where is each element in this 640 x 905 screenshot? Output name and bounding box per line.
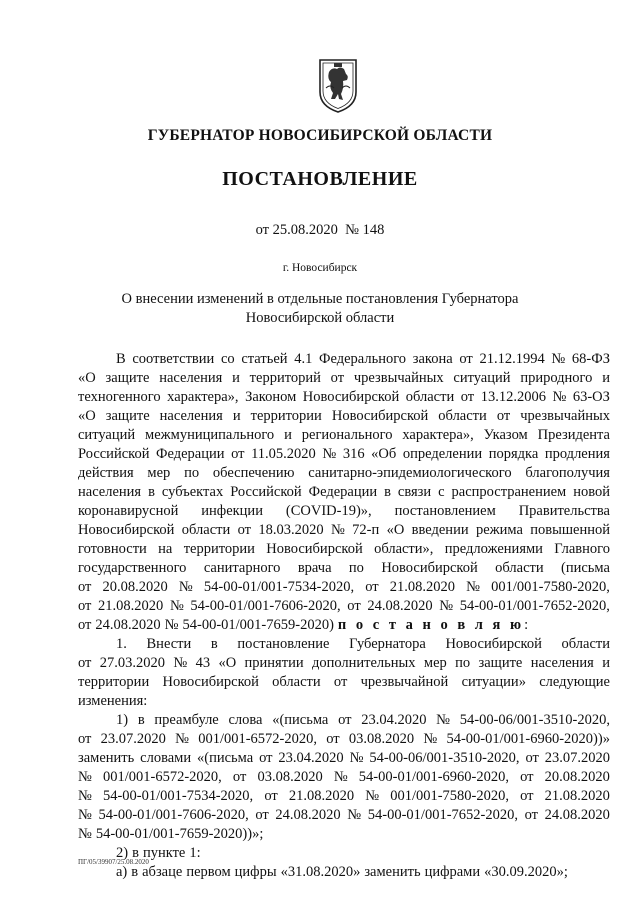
body-word: № <box>436 712 451 728</box>
body-word: Президента <box>537 427 610 443</box>
body-word: 54-00-01/001-6960-2020, <box>358 769 509 785</box>
body-word: ситуации» <box>461 674 526 690</box>
body-word: от <box>365 579 379 595</box>
body-word: территории <box>78 674 150 690</box>
body-word: № <box>423 731 438 747</box>
body-word: связи <box>397 484 432 500</box>
body-word: 20.08.2020 <box>544 769 610 785</box>
body-word: 54-00-01/001-6960-2020))» <box>446 731 610 747</box>
body-word: по <box>348 560 364 576</box>
body-line <box>78 711 610 730</box>
body-word: Новосибирской <box>162 674 259 690</box>
body-word: пункте <box>142 845 186 861</box>
body-word: в <box>137 712 145 728</box>
body-word: природного <box>520 370 593 386</box>
body-word: 54-00-01/001-7652-2020, <box>367 807 518 823</box>
body-word: Законом <box>245 389 297 405</box>
body-word: 23.04.2020 <box>361 712 427 728</box>
body-word: Новосибирской <box>331 408 429 424</box>
body-word: в <box>210 636 218 652</box>
body-word: на <box>158 541 173 557</box>
body-line <box>78 426 610 445</box>
body-word: населения <box>530 655 594 671</box>
body-word: постановлением <box>394 503 496 519</box>
document-city: г. Новосибирск <box>282 262 358 274</box>
body-word: изменения: <box>78 693 148 709</box>
body-word: в <box>148 484 155 500</box>
body-word: от <box>333 674 348 690</box>
body-line <box>78 730 610 749</box>
body-word: порядка <box>488 446 539 462</box>
body-word: 24.08.2020 <box>275 807 341 823</box>
body-word: и <box>602 655 610 671</box>
body-line <box>78 616 610 635</box>
body-word: 20.08.2020 <box>102 579 168 595</box>
body-word: введении <box>411 522 469 538</box>
document-subject-line: Новосибирской области <box>245 310 395 326</box>
document-type-title: ПОСТАНОВЛЕНИЕ <box>222 168 418 190</box>
body-line <box>78 768 610 787</box>
body-word: (COVID-19)», <box>285 503 372 519</box>
body-word: № <box>178 579 193 595</box>
body-word: 21.08.2020 <box>288 788 355 804</box>
body-word: действия <box>78 465 134 481</box>
body-word: от <box>326 731 340 747</box>
body-word: ситуаций <box>453 370 511 386</box>
body-word: абзаце <box>142 864 183 880</box>
body-word: 21.08.2020 <box>98 598 164 614</box>
body-word: территории <box>183 541 255 557</box>
body-word: № <box>173 655 188 671</box>
body-word: № <box>322 446 337 462</box>
body-line <box>78 464 610 483</box>
body-word: от <box>330 370 345 386</box>
body-word: 316 <box>342 446 365 462</box>
body-word: 24.08.2020 <box>367 598 433 614</box>
body-word: области <box>405 389 455 405</box>
body-word: 21.08.2020 <box>544 788 610 804</box>
body-word: заменить <box>364 864 421 880</box>
body-word: соответствии <box>132 351 215 367</box>
body-word: и <box>232 370 240 386</box>
body-word: 72-п <box>352 522 380 538</box>
body-word: 24.08.2020 <box>544 807 610 823</box>
body-word: от <box>338 712 352 728</box>
body-word: от <box>237 522 251 538</box>
body-word: «О <box>78 408 96 424</box>
body-word: области <box>272 674 321 690</box>
body-word: № <box>175 731 189 747</box>
body-line <box>78 844 610 863</box>
body-word: санитарно-эпидемиологического <box>308 465 512 481</box>
document-footer-code: ПГ/05/39907/25.08.2020 <box>78 858 149 866</box>
body-word: Указом <box>483 427 528 443</box>
body-word: Федерации <box>308 484 378 500</box>
body-line <box>78 483 610 502</box>
body-line <box>78 597 610 616</box>
body-word: 54-00-06/001-3510-2020, <box>459 712 610 728</box>
body-word: от <box>78 598 92 614</box>
body-word: № <box>78 769 92 785</box>
body-word: преамбуле <box>154 712 219 728</box>
body-word: характера», <box>402 427 474 443</box>
body-word: ситуаций <box>78 427 136 443</box>
body-word: № <box>552 389 567 405</box>
body-line <box>78 787 610 806</box>
body-word: 001/001-6572-2020, <box>198 731 318 747</box>
body-word: и <box>232 408 241 424</box>
body-word: дополнительных <box>311 655 416 671</box>
governor-heading: ГУБЕРНАТОР НОВОСИБИРСКОЙ ОБЛАСТИ <box>147 127 493 144</box>
body-word: 03.08.2020 <box>257 769 323 785</box>
body-word: готовности <box>78 541 147 557</box>
body-word: № <box>78 807 92 823</box>
body-word: мер <box>423 655 447 671</box>
body-word: Губернатора <box>349 636 426 652</box>
body-word: : <box>524 617 529 633</box>
body-word: от <box>347 598 361 614</box>
body-word: населения <box>78 484 142 500</box>
body-word: закона <box>412 351 453 367</box>
body-word: Главного <box>554 541 610 557</box>
body-line <box>78 863 610 882</box>
body-line <box>78 407 610 426</box>
body-word: предложениями <box>444 541 543 557</box>
body-word: от <box>264 788 278 804</box>
body-line <box>78 502 610 521</box>
body-word: 54-00-01/001-7659-2020) <box>182 617 334 633</box>
body-word: В <box>116 351 126 367</box>
body-word: Новосибирской <box>78 522 175 538</box>
body-word: от <box>459 351 473 367</box>
body-word: 2) <box>116 845 129 861</box>
body-word: чрезвычайной <box>360 674 449 690</box>
body-word: по <box>184 465 200 481</box>
body-word: регионального <box>301 427 393 443</box>
body-word: (письма <box>561 560 610 576</box>
body-line <box>78 388 610 407</box>
body-word: от <box>78 579 92 595</box>
body-word: 23.07.2020 <box>544 750 610 766</box>
body-line <box>78 692 610 711</box>
body-word: 001/001-7580-2020, <box>390 788 509 804</box>
body-word: новой <box>573 484 610 500</box>
body-word: от <box>259 750 273 766</box>
body-line <box>78 578 610 597</box>
body-word: 18.03.2020 <box>258 522 324 538</box>
body-word: от <box>520 769 534 785</box>
body-word: от <box>255 807 269 823</box>
body-word: 54-00-01/001-7606-2020, <box>98 807 249 823</box>
body-word: 24.08.2020 <box>95 617 161 633</box>
body-word: «Об <box>371 446 397 462</box>
body-word: в <box>384 484 391 500</box>
body-word: 13.12.2006 <box>480 389 546 405</box>
resolve-keyword: п о с т а н о в л я ю <box>337 617 525 633</box>
body-line <box>78 635 610 654</box>
body-word: № <box>333 769 348 785</box>
body-word: Новосибирской <box>302 389 400 405</box>
body-word: коронавирусной <box>78 503 179 519</box>
body-word: от <box>460 389 475 405</box>
body-line <box>78 825 610 844</box>
body-word: защите <box>105 408 150 424</box>
body-word: «О <box>218 655 237 671</box>
body-word: 23.07.2020 <box>100 731 166 747</box>
document-subject <box>0 290 640 328</box>
body-word: благополучия <box>525 465 610 481</box>
body-word: № <box>164 617 179 633</box>
body-word: от <box>78 731 92 747</box>
body-word: заменить <box>78 750 135 766</box>
body-word: 54-00-01/001-7652-2020, <box>459 598 610 614</box>
body-word: защите <box>105 370 150 386</box>
body-word: населения <box>159 408 223 424</box>
body-word: субъектах <box>161 484 224 500</box>
coat-of-arms-icon <box>316 58 360 114</box>
body-word: от <box>524 807 539 823</box>
body-line <box>78 673 610 692</box>
body-line <box>78 540 610 559</box>
body-word: 1) <box>116 712 129 728</box>
body-word: чрезвычайных <box>353 370 444 386</box>
body-word: области <box>438 408 487 424</box>
body-word: населения <box>159 370 223 386</box>
body-word: области <box>561 636 610 652</box>
body-line <box>78 369 610 388</box>
body-line <box>78 521 610 540</box>
body-word: Федерации <box>156 446 225 462</box>
body-line <box>78 749 610 768</box>
body-word: а) <box>116 864 128 880</box>
body-line <box>78 559 610 578</box>
body-word: инфекции <box>201 503 263 519</box>
body-word: от <box>496 408 511 424</box>
body-word: области <box>181 522 231 538</box>
body-word: области <box>495 560 544 576</box>
body-word: Федерального <box>319 351 407 367</box>
body-word: 54-00-01/001-7534-2020, <box>102 788 254 804</box>
body-word: «О <box>78 370 96 386</box>
body-word: постановление <box>237 636 330 652</box>
body-word: слова <box>228 712 263 728</box>
body-word: 001/001-6572-2020, <box>102 769 222 785</box>
body-word: «31.08.2020» <box>280 864 361 880</box>
body-word: 21.08.2020 <box>389 579 455 595</box>
body-word: № <box>551 351 566 367</box>
body-line <box>78 654 610 673</box>
body-word: «30.09.2020»; <box>484 864 568 880</box>
body-word: обеспечению <box>212 465 295 481</box>
body-word: № <box>78 826 92 842</box>
body-word: № <box>365 788 380 804</box>
body-word: статьей <box>241 351 288 367</box>
body-word: от <box>232 769 247 785</box>
body-word: № <box>78 788 92 804</box>
body-word: «(письма <box>272 712 329 728</box>
body-word: врача <box>297 560 332 576</box>
body-word: 4.1 <box>294 351 313 367</box>
body-word: цифрами <box>424 864 481 880</box>
body-word: принятии <box>244 655 304 671</box>
body-word: 03.08.2020 <box>348 731 415 747</box>
body-word: территории <box>250 408 322 424</box>
body-word: следующие <box>539 674 610 690</box>
body-word: межмуниципального <box>145 427 275 443</box>
body-word: 1. <box>116 636 127 652</box>
body-word: словами <box>140 750 192 766</box>
body-word: цифры <box>234 864 277 880</box>
body-word: Новосибирской <box>445 636 542 652</box>
body-word: 001/001-7580-2020, <box>491 579 610 595</box>
body-word: «О <box>386 522 405 538</box>
body-word: Российской <box>78 446 150 462</box>
body-word: и <box>602 370 610 386</box>
body-word: № <box>330 522 345 538</box>
body-word: 68-ФЗ <box>571 351 610 367</box>
body-word: повышенной <box>530 522 610 538</box>
body-word: санитарного <box>203 560 281 576</box>
body-word: Внести <box>146 636 192 652</box>
body-word: техногенного <box>78 389 161 405</box>
body-word: продления <box>544 446 610 462</box>
body-word: № <box>347 807 362 823</box>
body-word: Правительства <box>518 503 610 519</box>
body-word: № <box>169 598 184 614</box>
body-word: чрезвычайных <box>520 408 610 424</box>
body-word: № <box>349 750 364 766</box>
body-word: от <box>78 617 92 633</box>
body-word: определении <box>402 446 483 462</box>
body-word: мер <box>147 465 171 481</box>
body-word: 63-ОЗ <box>572 389 610 405</box>
body-word: в <box>131 864 139 880</box>
body-word: территорий <box>249 370 321 386</box>
document-subject-line: О внесении изменений в отдельные постановления Губернатора <box>121 291 519 307</box>
body-word: от <box>231 446 245 462</box>
body-word: 54-00-01/001-7606-2020, <box>190 598 341 614</box>
body-word: 54-00-01/001-7534-2020, <box>203 579 355 595</box>
body-word: с <box>438 484 445 500</box>
body-word: от <box>525 750 539 766</box>
body-word: от <box>78 655 92 671</box>
body-word: распространением <box>451 484 567 500</box>
body-word: 27.03.2020 <box>99 655 166 671</box>
body-word: от <box>520 788 534 804</box>
document-number-date: от 25.08.2020 № 148 <box>255 222 385 238</box>
body-line <box>78 806 610 825</box>
body-word: Российской <box>230 484 302 500</box>
body-word: со <box>220 351 235 367</box>
body-word: 21.12.1994 <box>479 351 545 367</box>
body-word: характера», <box>167 389 239 405</box>
body-word: первом <box>186 864 231 880</box>
body-line <box>78 350 610 369</box>
body-word: по <box>455 655 471 671</box>
body-word: 54-00-01/001-7659-2020))»; <box>95 826 264 842</box>
body-word: Новосибирской <box>266 541 363 557</box>
body-word: режима <box>475 522 523 538</box>
body-word: 23.04.2020 <box>278 750 344 766</box>
body-line <box>78 445 610 464</box>
body-word: государственного <box>78 560 187 576</box>
body-word: № <box>466 579 480 595</box>
body-word: «(письма <box>197 750 254 766</box>
body-word: и <box>284 427 292 443</box>
body-word: № <box>439 598 454 614</box>
body-word: 43 <box>195 655 211 671</box>
body-word: 11.05.2020 <box>251 446 316 462</box>
body-word: 1: <box>189 845 201 861</box>
body-word: области», <box>374 541 434 557</box>
body-word: в <box>132 845 139 861</box>
document-body <box>78 350 610 882</box>
body-word: 54-00-06/001-3510-2020, <box>369 750 520 766</box>
body-word: Новосибирской <box>381 560 478 576</box>
body-word: защите <box>478 655 523 671</box>
